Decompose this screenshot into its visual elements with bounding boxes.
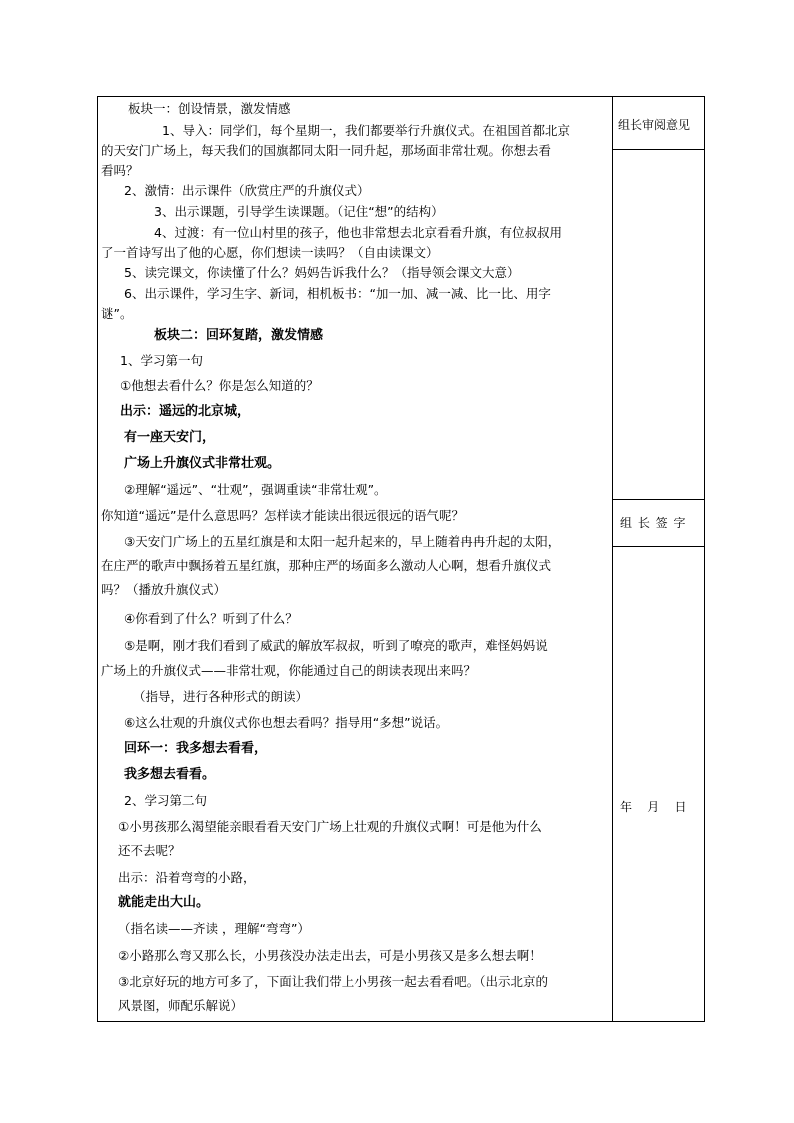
text-line: 谜”。 — [101, 306, 133, 321]
text-line: 2、学习第二句 — [124, 793, 207, 808]
text-line: 1、导入：同学们，每个星期一，我们都要举行升旗仪式。在祖国首都北京 — [162, 123, 570, 138]
text-line: （指名读——齐读 ，理解“弯弯”） — [118, 921, 310, 936]
poem-line: 有一座天安门， — [124, 430, 216, 445]
text-line: 了一首诗写出了他的心愿，你们想读一读吗？（自由读课文） — [101, 245, 439, 260]
text-line: 你知道“遥远”是什么意思吗？怎样读才能读出很远很远的语气呢？ — [101, 508, 464, 523]
poem-line: 出示：遥远的北京城， — [120, 404, 251, 419]
text-line: ⑤是啊，刚才我们看到了威武的解放军叔叔，听到了嘹亮的歌声，难怪妈妈说 — [124, 638, 548, 653]
review-opinion-label: 组长审阅意见 — [618, 118, 691, 132]
text-line: 1、学习第一句 — [120, 353, 203, 368]
text-line: ⑥这么壮观的升旗仪式你也想去看吗？指导用“多想”说话。 — [124, 715, 449, 730]
text-line: 3、出示课题，引导学生读课题。（记住“想”的结构） — [154, 204, 444, 219]
text-line: 5、读完课文，你读懂了什么？妈妈告诉我什么？（指导领会课文大意） — [124, 265, 520, 280]
date-label: 年 月 日 — [620, 800, 687, 814]
section-heading: 板块二：回环复踏，激发情感 — [154, 328, 324, 343]
poem-line: 广场上升旗仪式非常壮观。 — [124, 456, 281, 471]
poem-line: 回环一：我多想去看看， — [124, 741, 268, 756]
text-line: 2、激情：出示课件（欣赏庄严的升旗仪式） — [124, 183, 370, 198]
poem-line: 我多想去看看。 — [124, 767, 216, 782]
text-line: 吗？（播放升旗仪式） — [101, 582, 227, 597]
text-line: ③天安门广场上的五星红旗是和太阳一起升起来的，早上随着冉冉升起的太阳， — [124, 534, 561, 549]
text-line: 看吗？ — [101, 163, 139, 178]
text-line: ③北京好玩的地方可多了，下面让我们带上小男孩一起去看看吧。（出示北京的 — [118, 974, 548, 989]
row-divider — [613, 546, 705, 547]
text-line: ①小男孩那么渴望能亲眼看看天安门广场上壮观的升旗仪式啊！可是他为什么 — [118, 819, 542, 834]
lesson-table — [97, 96, 705, 1022]
text-line: 风景图，师配乐解说） — [118, 998, 244, 1013]
poem-line: 出示：沿着弯弯的小路， — [118, 870, 256, 885]
text-line: ④你看到了什么？听到了什么？ — [124, 611, 298, 626]
text-line: 的天安门广场上，每天我们的国旗都同太阳一同升起，那场面非常壮观。你想去看 — [101, 143, 552, 158]
column-divider — [612, 97, 613, 1021]
text-line: 4、过渡：有一位山村里的孩子，他也非常想去北京看看升旗，有位叔叔用 — [154, 225, 562, 240]
poem-line: 就能走出大山。 — [118, 895, 210, 910]
text-line: ①他想去看什么？你是怎么知道的？ — [120, 378, 319, 393]
text-line: ②小路那么弯又那么长，小男孩没办法走出去，可是小男孩又是多么想去啊！ — [118, 948, 542, 963]
row-divider — [613, 149, 705, 150]
text-line: ②理解“遥远”、“壮观”，强调重读“非常壮观”。 — [124, 482, 387, 497]
row-divider — [613, 499, 705, 500]
text-line: 板块一：创设情景，激发情感 — [128, 101, 291, 116]
text-line: 还不去呢？ — [118, 843, 181, 858]
text-line: （指导，进行各种形式的朗读） — [133, 689, 309, 704]
text-line: 在庄严的歌声中飘扬着五星红旗，那种庄严的场面多么激动人心啊，想看升旗仪式 — [101, 558, 552, 573]
signature-label: 组 长 签 字 — [620, 516, 687, 530]
text-line: 广场上的升旗仪式——非常壮观，你能通过自己的朗读表现出来吗？ — [101, 663, 477, 678]
text-line: 6、出示课件，学习生字、新词，相机板书：“加一加、减一减、比一比、用字 — [124, 286, 551, 301]
